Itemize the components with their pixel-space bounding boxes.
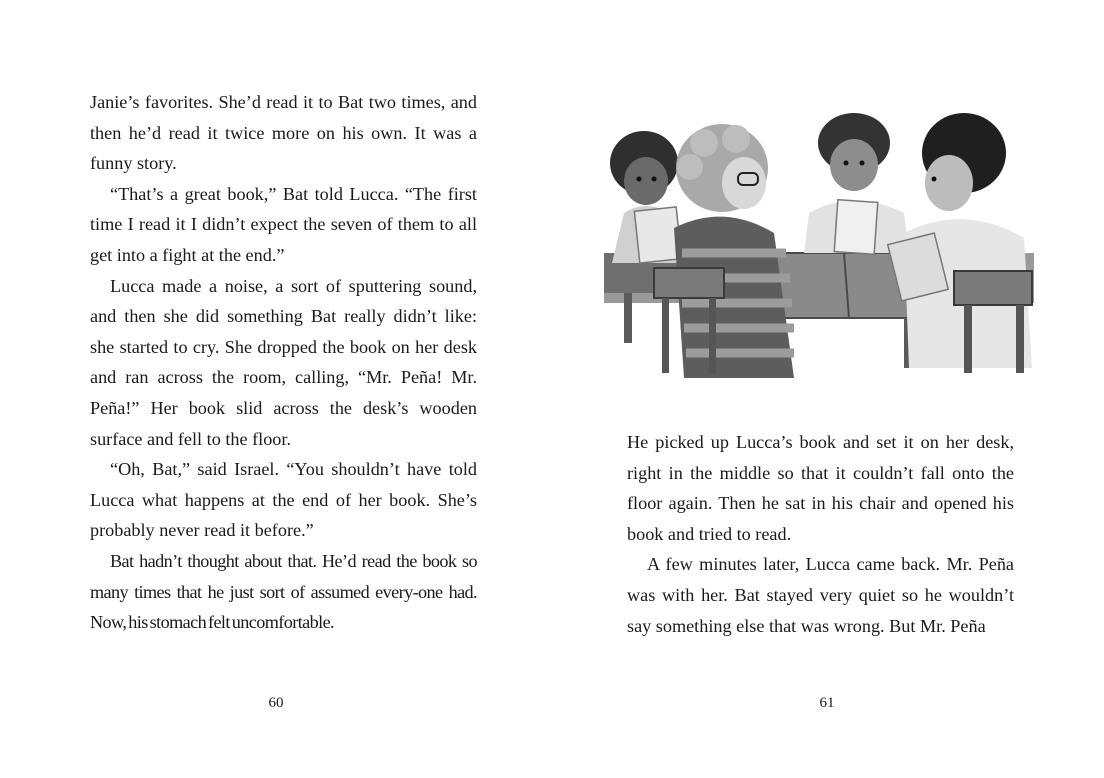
right-page-text [627,427,1014,641]
right-paragraph-2: A few minutes later, Lucca came back. Mr. Peña was with her. Bat stayed very quiet so he wouldn’t say something else that was wrong. But Mr. Peña [627,554,1014,636]
page-number-right: 61 [819,695,835,711]
left-page-text [90,87,477,638]
page-number-left: 60 [268,695,284,711]
left-paragraph-4: “Oh, Bat,” said Israel. “You shouldn’t have told Lucca what happens at the end of her book. She’s probably never read it before.” [90,459,477,541]
left-paragraph-2: “That’s a great book,” Bat told Lucca. “The first time I read it I didn’t expect the seven of them to all get into a fight at the end.” [90,183,477,265]
left-paragraph-1: Janie’s favorites. She’d read it to Bat two times, and then he’d read it twice more on his own. It was a funny story. [90,92,477,174]
left-paragraph-5: Bat hadn’t thought about that. He’d read the book so many times that he just sort of assumed every-one had. Now, his stomach felt uncomfortable. [90,550,477,633]
left-paragraph-3: Lucca made a noise, a sort of sputtering sound, and then she did something Bat really didn’t like: she started to cry. She dropped the book on her desk and ran across the room, calling, “Mr. Peña! Mr. Peña!” Her book slid across the desk’s wooden surface and fell to the floor. [90,275,477,449]
right-page [552,0,1104,778]
classroom-illustration [604,103,1034,378]
right-paragraph-1: He picked up Lucca’s book and set it on her desk, right in the middle so that it couldn’t fall onto the floor again. Then he sat in his chair and opened his book and tried to read. [627,432,1014,544]
